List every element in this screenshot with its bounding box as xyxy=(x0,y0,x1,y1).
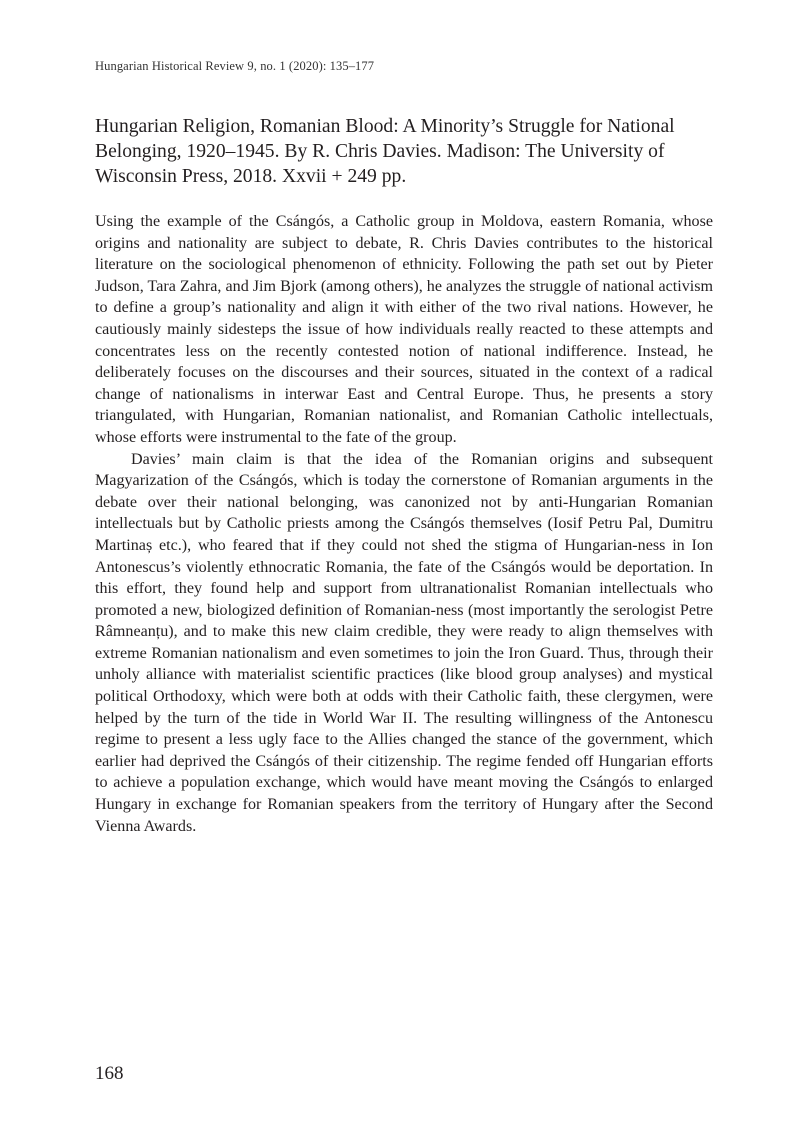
running-header: Hungarian Historical Review 9, no. 1 (2020): 135–177 xyxy=(95,59,375,73)
page-number: 168 xyxy=(95,1063,124,1084)
body-paragraph: Davies’ main claim is that the idea of the Romanian origins and subsequent Magyarization of the Csángós, which is today the cornerstone of Romanian arguments in the debate over their national belonging, was canonized not by anti-Hungarian Romanian intellectuals but by Catholic priests among the Csángós themselves (Iosif Petru Pal, Dumitru Martinaș etc.), who feared that if they could not shed the stigma of Hungarian-ness in Ion Antonescus’s violently ethnocratic Romania, the fate of the Csángós would be deportation. In this effort, they found help and support from ultranationalist Romanian intellectuals who promoted a new, biologized definition of Romanian-ness (most importantly the serologist Petre Râmneanțu), and to make this new claim credible, they were ready to align themselves with extreme Romanian nationalism and even sometimes to join the Iron Guard. Thus, through their unholy alliance with materialist scientific practices (like blood group analyses) and mystical political Orthodoxy, which were both at odds with their Catholic faith, these clergymen, were helped by the turn of the tide in World War II. The resulting willingness of the Antonescu regime to present a less ugly face to the Allies changed the stance of the government, which earlier had deprived the Csángós of their citizenship. The regime fended off Hungarian efforts to achieve a population exchange, which would have meant moving the Csángós to enlarged Hungary in exchange for Romanian speakers from the territory of Hungary after the Second Vienna Awards. xyxy=(95,450,713,835)
body-paragraph: Using the example of the Csángós, a Catholic group in Moldova, eastern Romania, whose origins and nationality are subject to debate, R. Chris Davies contributes to the historical literature on the sociological phenomenon of ethnicity. Following the path set out by Pieter Judson, Tara Zahra, and Jim Bjork (among others), he analyzes the struggle of national activism to define a group’s nationality and align it with either of the two rival nations. However, he cautiously mainly sidesteps the issue of how individuals really reacted to these attempts and concentrates less on the recently contested notion of national indifference. Instead, he deliberately focuses on the discourses and their sources, situated in the context of a radical change of nationalisms in interwar East and Central Europe. Thus, he presents a story triangulated, with Hungarian, Romanian nationalist, and Romanian Catholic intellectuals, whose efforts were instrumental to the fate of the group. xyxy=(95,213,713,446)
review-title: Hungarian Religion, Romanian Blood: A Minority’s Struggle for National Belonging, 1920–1945. By R. Chris Davies. Madison: The University of Wisconsin Press, 2018. Xxvii + 249 pp. xyxy=(95,116,675,187)
review-body xyxy=(95,211,713,837)
